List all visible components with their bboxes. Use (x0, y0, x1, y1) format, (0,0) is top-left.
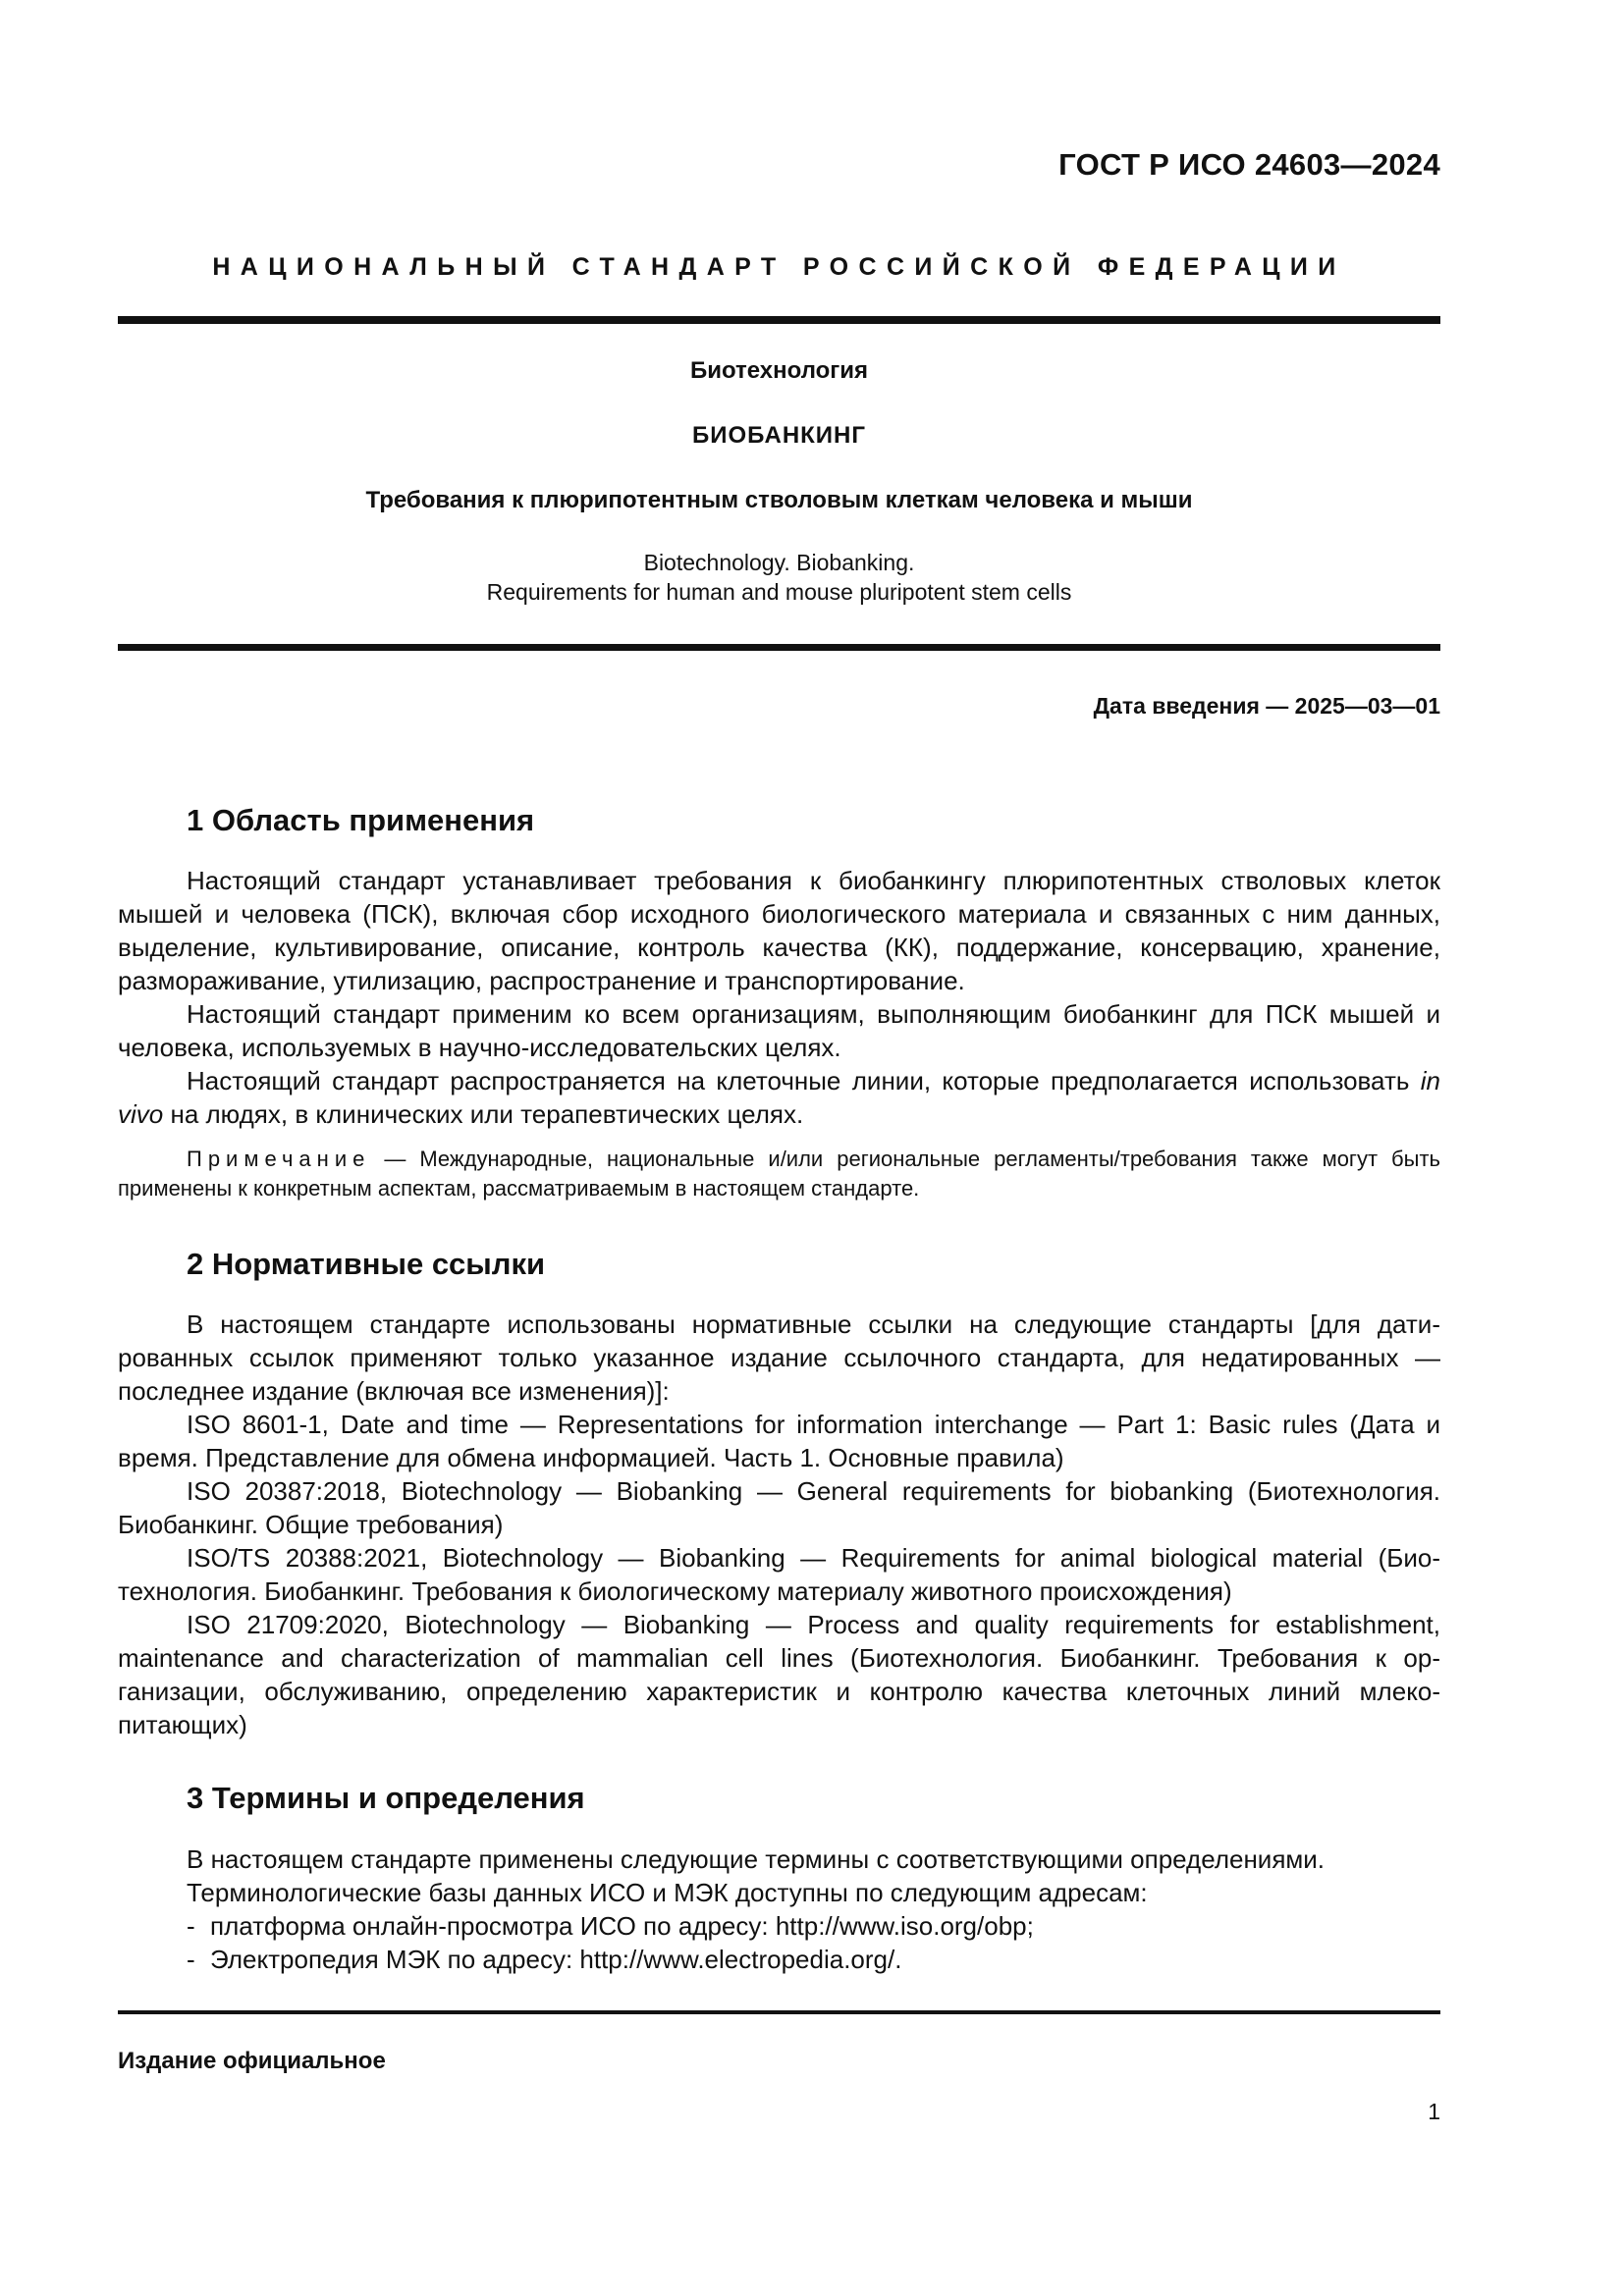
title-english-line-2: Requirements for human and mouse pluripotent stem cells (486, 579, 1072, 605)
top-rule (118, 316, 1440, 324)
note-label: Примечание (187, 1147, 371, 1171)
section-3-line-1: В настоящем стандарте применены следующие термины с соответствующими определениями. (187, 1844, 1326, 1874)
title-main: БИОБАНКИНГ (691, 422, 866, 449)
normative-reference-1: ISO 8601-1, Date and time — Representations for information interchange — Part 1: Basic rules (Дата и время. Представление для обмена информацией. Часть 1. Основные правила) (118, 1410, 1440, 1472)
introduction-date: Дата введения — 2025—03—01 (1093, 693, 1440, 719)
title-topic: Биотехнология (689, 357, 869, 384)
in-vivo-italic: in vivo (118, 1066, 1440, 1129)
middle-rule (118, 644, 1440, 651)
national-standard-title: НАЦИОНАЛЬНЫЙ СТАНДАРТ РОССИЙСКОЙ ФЕДЕРАЦИИ (212, 253, 1346, 281)
electropedia-item-text: Электропедия МЭК по адресу: http://www.electropedia.org/. (210, 1945, 902, 1974)
normative-reference-4: ISO 21709:2020, Biotechnology — Biobanking — Process and quality requirements for establishment, maintenance and characterization of mammalian cell lines (Биотехнология. Биобанкинг. Требования к организации, обслуживанию, определению характеристик и контролю качества клеточных линий млекопитающих) (118, 1610, 1440, 1739)
section-2-heading: 2 Нормативные ссылки (187, 1247, 546, 1281)
section-3-heading: 3 Термины и определения (187, 1781, 585, 1815)
section-1-paragraph-3-start: Настоящий стандарт распространяется на клеточные линии, которые предполагается использовать (187, 1066, 1421, 1095)
list-dash: - (187, 1945, 195, 1974)
section-1-note (118, 1145, 1440, 1203)
title-subtitle: Требования к плюрипотентным стволовым клеткам человека и мыши (365, 487, 1193, 513)
standard-designation: ГОСТ Р ИСО 24603—2024 (1058, 147, 1440, 182)
list-item (118, 1909, 1440, 1943)
title-english-line-1: Biotechnology. Biobanking. (643, 550, 915, 575)
list-item (118, 1943, 1440, 1976)
iso-obp-item-text: платформа онлайн-просмотра ИСО по адресу: http://www.iso.org/obp; (210, 1911, 1034, 1941)
official-edition-label: Издание официальное (118, 2048, 386, 2074)
section-3-body (118, 1842, 1440, 1976)
list-dash: - (187, 1911, 195, 1941)
section-1-body (118, 864, 1440, 1131)
section-1-paragraph-3 (118, 1064, 1440, 1131)
page-number: 1 (1428, 2099, 1440, 2124)
terminology-database-list (118, 1909, 1440, 1976)
section-2-paragraph-1: В настоящем стандарте использованы нормативные ссылки на следующие стандарты [для датированных ссылок применяют только указанное издание ссылочного стандарта, для недатированных — последнее издание (включая все изменения)]: (118, 1309, 1440, 1406)
section-1-paragraph-3-end: на людях, в клинических или терапевтических целях. (163, 1099, 804, 1129)
note-text: — Международные, национальные и/или региональные регламенты/требования также могут быть применены к конкретным аспектам, рассматриваемым в настоящем стандарте. (118, 1147, 1440, 1201)
normative-reference-3: ISO/TS 20388:2021, Biotechnology — Biobanking — Requirements for animal biological material (Биотехнология. Биобанкинг. Требования к биологическому материалу животного происхождения) (118, 1543, 1440, 1606)
section-1-paragraph-2: Настоящий стандарт применим ко всем организациям, выполняющим биобанкинг для ПСК мышей и человека, используемых в научно-исследовательских целях. (118, 999, 1440, 1062)
normative-reference-2: ISO 20387:2018, Biotechnology — Biobanking — General requirements for biobanking (Биотехнология. Биобанкинг. Общие требования) (118, 1476, 1440, 1539)
section-3-line-2: Терминологические базы данных ИСО и МЭК доступны по следующим адресам: (187, 1878, 1148, 1907)
bottom-rule (118, 2010, 1440, 2014)
section-2-body (118, 1308, 1440, 1741)
section-1-heading: 1 Область применения (187, 803, 535, 837)
section-1-paragraph-1: Настоящий стандарт устанавливает требования к биобанкингу плюрипотентных стволовых клеток мышей и человека (ПСК), включая сбор исходного биологического материала и связанных с ним данных, выделение, культивирование, описание, контроль качества (КК), поддержание, консервацию, хранение, размораживание, утилизацию, распространение и транспортирование. (118, 866, 1440, 995)
